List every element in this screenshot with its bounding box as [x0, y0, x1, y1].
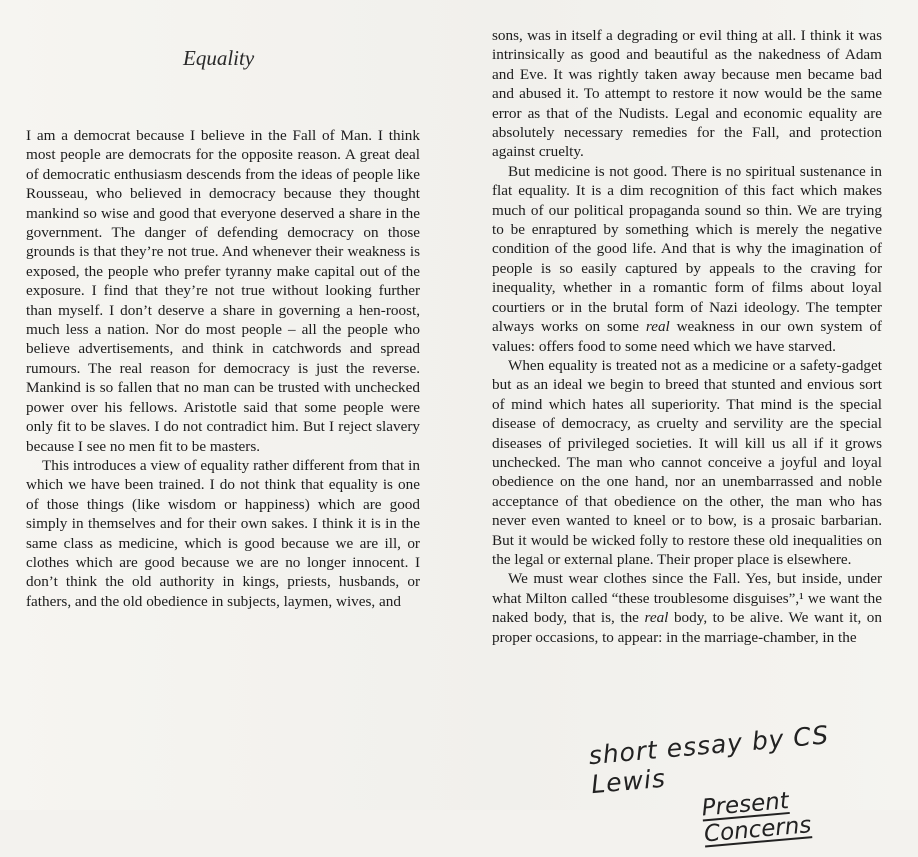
handwritten-line: short essay by CS Lewis: [587, 720, 831, 800]
paragraph: I am a democrat because I believe in the Fall of Man. I think most people are democrats for the opposite reason. A great deal of democratic enthusiasm descends from the ideas of people like Rousseau, who believed in democracy because they thought mankind so wise and good that everyone deserved a share in the government. The danger of defending democracy on those grounds is that they’re not true. And whenever their weakness is exposed, the people who prefer tyranny make capital out of the exposure. I find that they’re not true without looking further than myself. I don’t deserve a share in governing a hen-roost, much less a nation. Nor do most people – all the people who believe advertisements, and think in catchwords and spread rumours. The real reason for democracy is just the reverse. Mankind is so fallen that no man can be trusted with unchecked power over his fellows. Aristotle said that some people were only fit to be slaves. I do not contradict him. But I reject slavery because I see no men fit to be masters.: [26, 127, 420, 455]
emphasis: real: [645, 318, 670, 336]
emphasis: real: [644, 609, 669, 627]
paragraph: [492, 162, 882, 356]
paragraph: When equality is treated not as a medicine or a safety-gadget but as an ideal we begin to breed that stunted and envious sort of mind which hates all superiority. That mind is the special disease of democracy, as cruelty and servility are the special diseases of privileged societies. It will kill us all if it grows unchecked. The man who cannot conceive a joyful and loyal obedience on the one hand, nor an unembarrassed and noble acceptance of that obedience on the other, the man who has never even wanted to kneel or to bow, is a prosaic barbarian. But it would be wicked folly to restore these old inequalities on the legal or external plane. Their proper place is elsewhere.: [492, 356, 882, 568]
handwritten-note: [588, 715, 897, 857]
handwritten-source: Present Concerns: [700, 788, 813, 848]
essay-title: Equality: [183, 46, 255, 70]
right-column: [492, 26, 882, 647]
paragraph: sons, was in itself a degrading or evil thing at all. I think it was intrinsically as good and beautiful as the nakedness of Adam and Eve. It was rightly taken away because men became bad and abused it. To attempt to restore it now would be the same error as that of the Nudists. Legal and economic equality are absolutely necessary remedies for the Fall, and protection against cruelty.: [492, 27, 882, 161]
paragraph: [492, 569, 882, 647]
left-column: [26, 126, 420, 611]
paragraph: This introduces a view of equality rather different from that in which we have been trained. I do not think that equality is one of those things (like wisdom or happiness) which are good simply in themselves and for their own sakes. I think it is in the same class as medicine, which is good because we are ill, or clothes which are good because we are no longer innocent. I don’t think the old authority in kings, priests, husbands, or fathers, and the old obedience in subjects, laymen, wives, and: [26, 456, 420, 610]
text-span: We must wear clothes since the Fall. Yes, but inside, under what Milton called “these troublesome disguises”,¹ we want the naked body, that is, the: [492, 570, 882, 627]
text-span: body, to be alive. We want it, on proper occasions, to appear: in the marriage-chamber, in the: [492, 609, 882, 646]
text-span: weakness in our own system of values: offers food to some need which we have starved.: [492, 318, 882, 355]
text-span: But medicine is not good. There is no spiritual sustenance in flat equality. It is a dim recognition of this fact which makes much of our political propaganda sound so thin. We are trying to be enraptured by something which is merely the negative condition of the good life. And that is why the imagination of people is so easily captured by appeals to the craving for inequality, whether in a romantic form of films about loyal courtiers or in the brutal form of Nazi ideology. The tempter always works on some: [492, 162, 882, 336]
